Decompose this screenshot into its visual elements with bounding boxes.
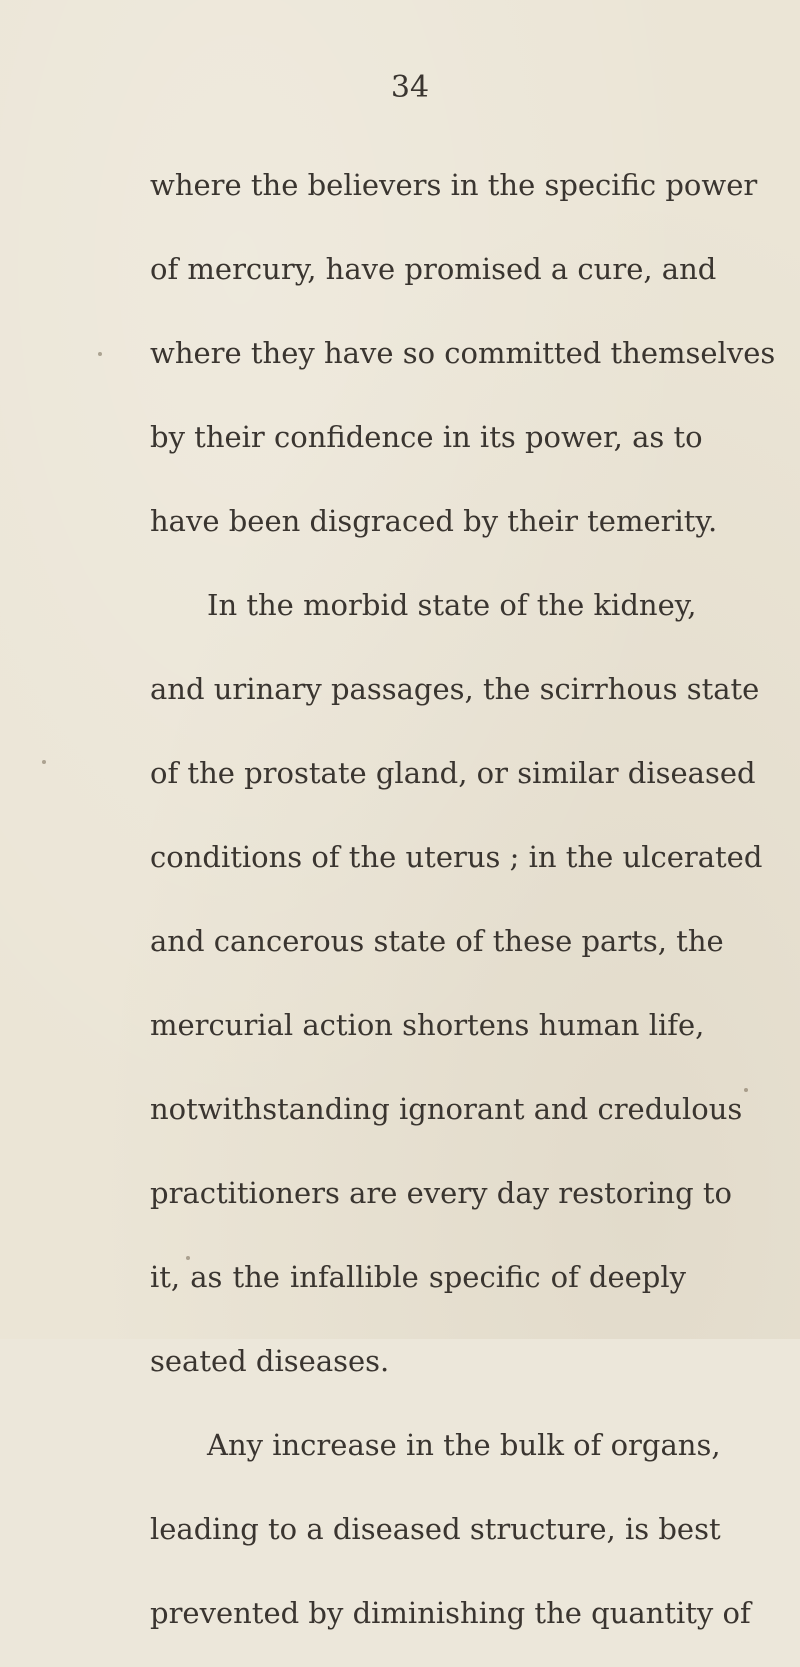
paper-speck [42, 760, 46, 764]
text-line: of mercury, have promised a cure, and [150, 252, 717, 286]
text-line: Any increase in the bulk of organs, [207, 1428, 721, 1462]
text-line: have been disgraced by their temerity. [150, 504, 718, 538]
text-line: of the prostate gland, or similar diseased [150, 756, 756, 790]
paragraph [150, 1415, 751, 1667]
paper-speck [98, 352, 102, 356]
paper-speck [186, 1256, 190, 1260]
text-line: leading to a diseased structure, is best [150, 1512, 721, 1546]
text-line: and urinary passages, the scirrhous state [150, 672, 760, 706]
page-number: 34 [390, 70, 430, 105]
text-line: mercurial action shortens human life, [150, 1008, 705, 1042]
text-line: notwithstanding ignorant and credulous [150, 1092, 743, 1126]
text-line: by their confidence in its power, as to [150, 420, 703, 454]
text-line: it, as the infallible specific of deeply [150, 1260, 686, 1294]
text-line: where they have so committed themselves [150, 336, 776, 370]
text-line: where the believers in the specific power [150, 168, 758, 202]
paper-speck [744, 1088, 748, 1092]
paragraph [150, 155, 776, 575]
body-text [150, 155, 776, 1667]
text-line: conditions of the uterus ; in the ulcerated [150, 840, 763, 874]
text-line: seated diseases. [150, 1344, 390, 1378]
text-line: practitioners are every day restoring to [150, 1176, 732, 1210]
paragraph [150, 575, 763, 1415]
text-line: prevented by diminishing the quantity of [150, 1596, 751, 1630]
text-line: and cancerous state of these parts, the [150, 924, 724, 958]
text-line: In the morbid state of the kidney, [207, 588, 697, 622]
